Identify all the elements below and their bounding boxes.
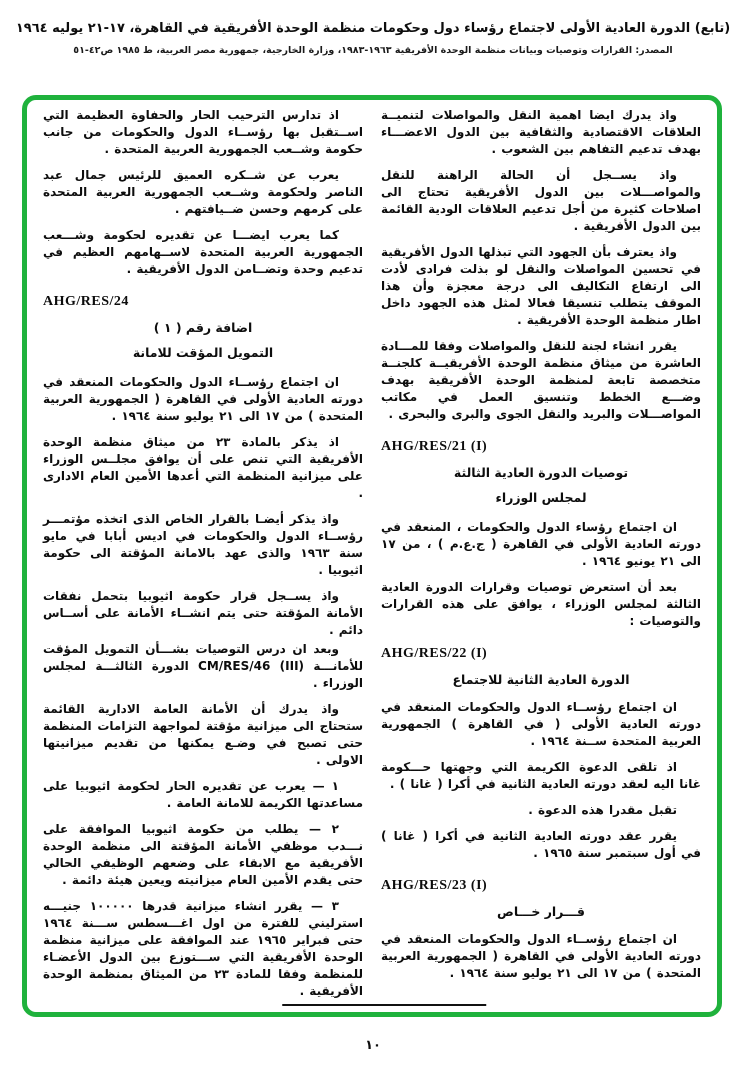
green-border-frame xyxy=(22,95,722,1017)
resolution-code: AHG/RES/23 (I) xyxy=(381,878,488,893)
paragraph: ان اجتماع رؤســاء الدول والحكومات المنعقد في دورته العادية الأولى في القاهرة ( الجمهورية العربية المتحدة ) من ١٧ الى ٢١ يوليو سنة ١٩٦٤ . xyxy=(43,375,363,423)
paragraph: يعرب عن شــكره العميق للرئيس جمال عبد الناصر ولحكومة وشــعب الجمهورية العربية المتحدة على كرمهم وحسن ضــيافتهم . xyxy=(43,168,363,216)
paragraph: واذ يذكر أيضـا بالقرار الخاص الذى اتخذه مؤتمـــر رؤســاء الدول والحكومات في اديس أبابا في مايو سنة ١٩٦٣ والذى عهد بالامانة المؤقتة الى حكومة اثيوبيا . xyxy=(43,512,363,577)
paragraph: واذ يســجل قرار حكومة اثيوبيا بتحمل نفقات الأمانة المؤقتة حتى يتم انشــاء الأمانة على أســاس دائم . xyxy=(43,589,363,637)
document-title: (تابع) الدورة العادية الأولى لاجتماع رؤساء دول وحكومات منظمة الوحدة الأفريقية في القاهرة، ١٧-٢١ يوليه ١٩٦٤ xyxy=(15,21,731,36)
section-heading: اضافة رقم ( ١ ) xyxy=(153,320,253,335)
two-column-layout xyxy=(27,100,717,1012)
footnote-rule xyxy=(282,1004,486,1006)
paragraph: يقرر عقد دورته العادية الثانية في أكرا ( غانا ) في أول سبتمبر سنة ١٩٦٥ . xyxy=(381,829,701,860)
paragraph: تقبل مقدرا هذه الدعوة . xyxy=(528,803,677,817)
paragraph: ان اجتماع رؤســاء الدول والحكومات المنعقد في دورته العادية الأولى ( في القاهرة ) الجمهورية العربية المتحدة ســنة ١٩٦٤ . xyxy=(381,700,701,748)
paragraph: واذ يدرك أن الأمانة العامة الادارية القائمة ستحتاج الى ميزانية مؤقتة لمواجهة التزامات المنظمة حتى تصبح في وضـع يمكنها من تقديم ميزانيتها الاولى . xyxy=(43,702,363,767)
paragraph: ان اجتماع رؤســاء الدول والحكومات المنعقد في دورته العادية الأولى في القاهرة ( الجمهورية العربية المتحدة ) من ١٧ الى ٢١ يوليو سنة ١٩٦٤ . xyxy=(381,932,701,980)
paragraph: اذ تدارس الترحيب الحار والحفاوة العظيمة التي اســتقبل بها رؤســاء الدول والحكومات من جانب حكومة وشــعب الجمهورية العربية المتحدة . xyxy=(43,108,363,156)
paragraph: اذ يذكر بالمادة ٢٣ من ميثاق منظمة الوحدة الأفريقية التي تنص على أن يوافق مجلــس الوزراء على ميزانية المنظمة التي أعدها الأمين العام الادارى . xyxy=(43,435,363,500)
paragraph: وبعد ان درس التوصيات بشـــأن التمويل المؤقت للأمانـــة CM/RES/46 (III) الدورة الثالثـــة لمجلس الوزراء . xyxy=(43,642,363,690)
paragraph: واذ يعترف بأن الجهود التي تبذلها الدول الأفريقية في تحسين المواصلات والنقل لو بذلت فرادى لأدت الى ارتفاع التكاليف الى درجة معجزة وأن هذا الموقف يتطلب تنسيقا فعالا لمثل هذه الجهود داخل اطار منظمة الوحدة الأفريقية . xyxy=(381,245,701,327)
column-right xyxy=(381,107,701,1012)
paragraph: اذ تلقى الدعوة الكريمة التي وجهتها حـــكومة غانا اليه لعقد دورته العادية الثانية في أكرا ( غانا ) . xyxy=(381,760,701,791)
section-heading: قـــرار خـــاص xyxy=(497,904,585,919)
section-subheading: التمويل المؤقت للامانة xyxy=(132,345,274,360)
paragraph: واذ يدرك ايضا اهمية النقل والمواصلات لتنميــة العلاقات الاقتصادية والثقافية بين الدول الاعضـــاء بهدف تدعيم التفاهم بين الشعوب . xyxy=(381,108,701,156)
paragraph: كما يعرب ايضـــا عن تقديره لحكومة وشـــعب الجمهورية العربية المتحدة لاســهامهم العظيم في تدعيم وحدة وتضــامن الدول الأفريقية . xyxy=(43,228,363,276)
document-source-line: المصدر: القرارات وتوصيات وبيانات منظمة الوحدة الأفريقية ١٩٦٣-١٩٨٣، وزارة الخارجية، جمهورية مصر العربية، ط ١٩٨٥ ص٤٢-٥١ xyxy=(73,45,673,57)
section-heading: الدورة العادية الثانية للاجتماع xyxy=(452,672,630,687)
page-header xyxy=(0,20,746,56)
paragraph: ٣ — يقرر انشاء ميزانية قدرها ١٠٠٠٠٠ جنيـــه استرليني للفترة من اول اغـــسطس ســـنة ١٩٦٤ حتى فبراير ١٩٦٥ عند الموافقة على ميزانية منظمة الوحدة الأفريقية التي ســـتوزع بين الدول الأعضـاء للمنظمة وفقا للمادة ٢٣ من الميثاق بمنظمة الوحدة الأفريقية . xyxy=(43,899,363,998)
column-left xyxy=(43,107,363,1012)
section-heading: توصيات الدورة العادية الثالثة xyxy=(453,465,629,480)
page-number: ١٠ xyxy=(365,1038,381,1053)
resolution-code: AHG/RES/24 xyxy=(43,294,129,309)
paragraph: واذ يســجل أن الحالة الراهنة للنقل والمواصـــلات بين الدول الأفريقية تحتاج الى اصلاحات كثيرة من أجل تدعيم العلاقات الودية القائمة بين الدول الأفريقية . xyxy=(381,168,701,233)
resolution-code: AHG/RES/21 (I) xyxy=(381,439,488,454)
resolution-code: AHG/RES/22 (I) xyxy=(381,646,488,661)
paragraph: ان اجتماع رؤساء الدول والحكومات ، المنعقد في دورته العادية الأولى في القاهرة ( ج.ع.م ) ، من ١٧ الى ٢١ يونيو ١٩٦٤ . xyxy=(381,520,701,568)
section-subheading: لمجلس الوزراء xyxy=(495,490,587,505)
paragraph: بعد أن استعرض توصيات وقرارات الدورة العادية الثالثة لمجلس الوزراء ، يوافق على هذه القرارات والتوصيات : xyxy=(381,580,701,628)
paragraph: ١ — يعرب عن تقديره الحار لحكومة اثيوبيا على مساعدتها الكريمة للامانة العامة . xyxy=(43,779,363,810)
paragraph: ٢ — يطلب من حكومة اثيوبيا الموافقة على نـــدب موظفي الأمانة المؤقتة الى منظمة الوحدة الأفريقية مع الابقاء على وضعهم الوظيفي الحالي حتى يقدم الأمين العام ميزانيته ويعين هيئة دائمة . xyxy=(43,822,363,887)
paragraph: يقرر انشاء لجنة للنقل والمواصلات وفقا للمـــادة العاشرة من ميثاق منظمة الوحدة الأفريقيــة كلجنــة متخصصة تابعة لمنظمة الوحدة الأفريقية بهدف وضـــع الخطط وتنسيق العمل في مكاتب المواصـــلات والبريد والنقل الجوى والبرى والبحرى . xyxy=(381,339,701,421)
